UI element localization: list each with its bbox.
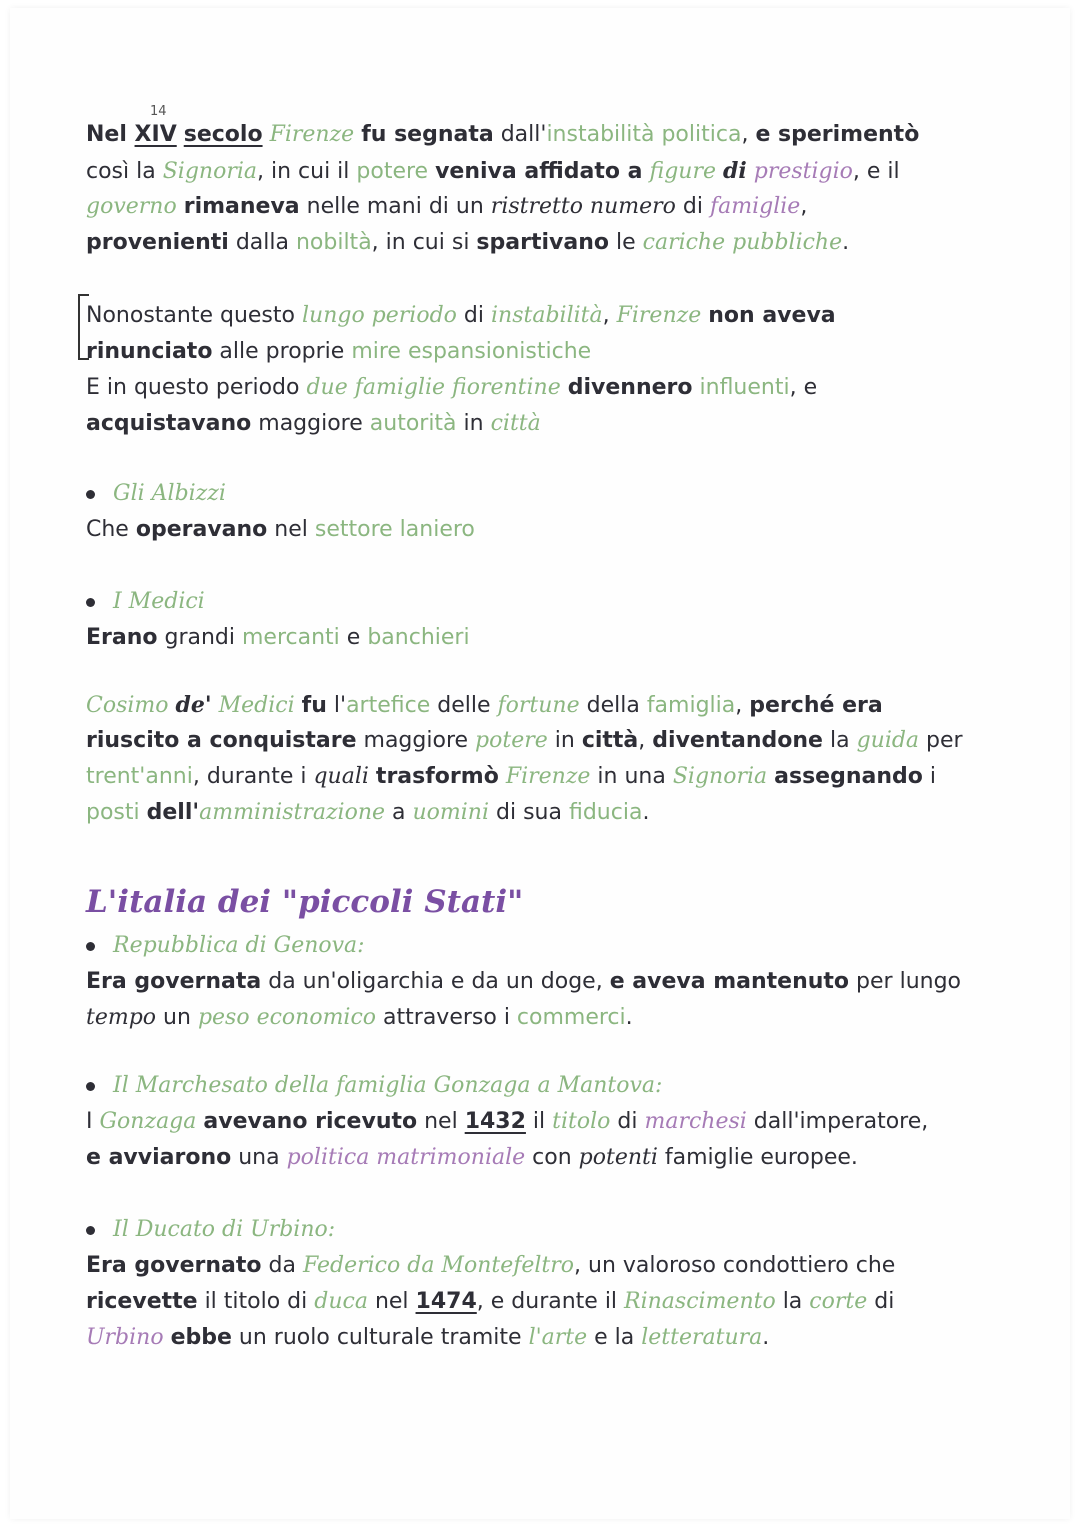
bullet-icon xyxy=(86,598,95,607)
text-run: in una xyxy=(590,764,673,789)
text-line xyxy=(86,334,986,370)
text-run: tempo xyxy=(86,1005,157,1030)
text-run: . xyxy=(625,1005,633,1030)
text-run: assegnando xyxy=(774,764,923,789)
text-run xyxy=(747,159,754,184)
state-desc xyxy=(86,964,986,1036)
text-run: acquistavano xyxy=(86,411,252,436)
text-run: Era governata xyxy=(86,969,262,994)
text-run: avevano ricevuto xyxy=(203,1109,418,1134)
text-run: banchieri xyxy=(367,625,470,650)
text-line xyxy=(86,964,986,1000)
text-run: con xyxy=(525,1145,579,1170)
text-line xyxy=(86,298,986,334)
text-run: 1474 xyxy=(415,1289,477,1314)
text-line xyxy=(86,620,986,656)
text-run: a xyxy=(385,800,413,825)
text-run: un ruolo culturale tramite xyxy=(231,1325,529,1350)
text-run: nel xyxy=(367,1289,416,1314)
text-line xyxy=(86,723,986,759)
text-run: famiglia xyxy=(646,693,736,718)
bullet-icon xyxy=(86,1082,95,1091)
text-line xyxy=(86,1104,986,1140)
text-run: così la xyxy=(86,159,163,184)
text-run: famiglie europee. xyxy=(657,1145,858,1170)
text-run: diventandone xyxy=(652,728,823,753)
text-run: Firenze xyxy=(616,303,702,328)
text-run xyxy=(263,122,270,147)
text-run: Che xyxy=(86,517,136,542)
text-line xyxy=(86,117,986,153)
text-run: , xyxy=(800,194,808,219)
text-run: Nel xyxy=(86,122,135,147)
text-line xyxy=(86,189,986,225)
text-run: Urbino xyxy=(86,1325,164,1350)
text-line xyxy=(86,225,986,261)
text-run: Era governato xyxy=(86,1253,262,1278)
state-title: Il Marchesato della famiglia Gonzaga a Mantova: xyxy=(113,1073,663,1098)
text-run: . xyxy=(642,800,650,825)
text-run: le xyxy=(608,230,643,255)
text-run: . xyxy=(762,1325,770,1350)
text-run: Firenze xyxy=(505,764,591,789)
text-run xyxy=(164,1325,171,1350)
state-title: Repubblica di Genova: xyxy=(113,933,365,958)
state-desc xyxy=(86,1248,986,1356)
text-run: della xyxy=(579,693,647,718)
text-run: mire espansionistiche xyxy=(351,339,592,364)
text-run: prestigio xyxy=(753,159,853,184)
text-run: figure xyxy=(649,159,716,184)
text-run: ristretto numero xyxy=(490,194,676,219)
bullet-icon xyxy=(86,490,95,499)
text-run xyxy=(177,122,184,147)
text-line xyxy=(86,153,986,189)
text-run: Gonzaga xyxy=(99,1109,197,1134)
text-run: commerci xyxy=(516,1005,626,1030)
text-run: peso economico xyxy=(197,1005,377,1030)
text-run: quali xyxy=(313,764,369,789)
text-run: instabilità xyxy=(491,303,603,328)
text-run: dalla xyxy=(228,230,296,255)
text-run: di xyxy=(722,158,747,184)
bullet-icon xyxy=(86,1226,95,1235)
text-run: per lungo xyxy=(849,969,962,994)
text-run: , xyxy=(638,728,653,753)
text-run: mercanti xyxy=(242,625,340,650)
state-desc xyxy=(86,1104,986,1176)
text-run xyxy=(499,764,506,789)
bullet-icon xyxy=(86,942,95,951)
text-run: dell' xyxy=(146,800,200,825)
text-run: fu segnata xyxy=(361,122,494,147)
text-run xyxy=(716,159,723,184)
text-line xyxy=(86,370,986,406)
text-run: durante i xyxy=(206,764,314,789)
family-desc xyxy=(86,512,986,548)
text-run xyxy=(212,693,219,718)
text-run: fortune xyxy=(497,693,580,718)
text-run: Cosimo xyxy=(86,693,169,718)
text-run: l' xyxy=(326,693,347,718)
text-run xyxy=(295,693,302,718)
text-run: dall' xyxy=(493,122,547,147)
text-run: non aveva xyxy=(708,303,836,328)
text-run: de' xyxy=(175,692,212,718)
text-run: riuscito a conquistare xyxy=(86,728,357,753)
margin-note: 14 xyxy=(150,104,167,119)
text-run: 1432 xyxy=(464,1109,526,1134)
text-run: un xyxy=(156,1005,198,1030)
text-run: attraverso i xyxy=(376,1005,517,1030)
text-run: nelle mani di un xyxy=(299,194,491,219)
text-run: potenti xyxy=(578,1145,658,1170)
text-run: , in cui si xyxy=(371,230,477,255)
text-run: potere xyxy=(356,159,429,184)
text-run: , un valoroso condottiero che xyxy=(574,1253,896,1278)
text-run: fu xyxy=(301,693,327,718)
text-run: amministrazione xyxy=(199,800,386,825)
text-run: la xyxy=(775,1289,810,1314)
text-run: settore laniero xyxy=(314,517,475,542)
text-run: famiglie xyxy=(710,194,801,219)
text-run xyxy=(169,693,176,718)
text-run: , xyxy=(192,764,207,789)
text-run: politica matrimoniale xyxy=(286,1145,526,1170)
text-run: cariche pubbliche xyxy=(642,230,843,255)
section-heading: L'italia dei "piccoli Stati" xyxy=(86,884,524,920)
text-run: , in cui il xyxy=(257,159,357,184)
text-run: trent'anni xyxy=(86,764,193,789)
text-line xyxy=(86,406,986,442)
text-run: autorità xyxy=(369,411,457,436)
cosimo-paragraph xyxy=(86,687,986,831)
text-line xyxy=(86,1000,986,1036)
text-run: posti xyxy=(86,800,140,825)
text-run: lungo periodo xyxy=(301,303,457,328)
text-run: divennero xyxy=(567,375,693,400)
text-run: e sperimentò xyxy=(755,122,920,147)
text-run: delle xyxy=(430,693,498,718)
text-run: nobiltà xyxy=(295,230,372,255)
text-run: in xyxy=(456,411,491,436)
text-run: città xyxy=(490,411,541,436)
text-run: di xyxy=(610,1109,645,1134)
text-run: di xyxy=(867,1289,895,1314)
text-run xyxy=(643,159,650,184)
text-run: duca xyxy=(314,1289,368,1314)
family-albizzi xyxy=(86,476,986,548)
text-run: maggiore xyxy=(251,411,370,436)
text-run: uomini xyxy=(412,800,490,825)
family-desc xyxy=(86,620,986,656)
text-run: XIV xyxy=(134,122,177,147)
text-run: . xyxy=(842,230,850,255)
text-run xyxy=(177,194,184,219)
text-run: grandi xyxy=(157,625,242,650)
text-run: per xyxy=(919,728,963,753)
text-run: il xyxy=(525,1109,553,1134)
family-medici xyxy=(86,584,986,656)
text-run: Erano xyxy=(86,625,158,650)
text-run: operavano xyxy=(135,517,268,542)
text-run: , e il xyxy=(852,159,900,184)
text-run: potere xyxy=(475,728,548,753)
text-run: alle proprie xyxy=(212,339,352,364)
text-run: da un'oligarchia e da un doge, xyxy=(261,969,610,994)
text-run: nel xyxy=(267,517,315,542)
text-run: , e xyxy=(789,375,818,400)
text-run: influenti xyxy=(699,375,790,400)
text-run: I xyxy=(86,1109,100,1134)
text-line xyxy=(86,1140,986,1176)
text-run: , e durante il xyxy=(476,1289,625,1314)
intro-paragraph xyxy=(86,117,986,261)
text-run: i xyxy=(922,764,936,789)
text-line xyxy=(86,795,986,831)
text-run: artefice xyxy=(346,693,431,718)
text-run: fiducia xyxy=(568,800,643,825)
text-run: provenienti xyxy=(86,230,229,255)
text-run xyxy=(369,764,376,789)
text-run: ricevette xyxy=(86,1289,198,1314)
text-run: di xyxy=(675,194,710,219)
text-run: e xyxy=(339,625,368,650)
text-run: da xyxy=(261,1253,303,1278)
text-run: Nonostante questo xyxy=(86,303,302,328)
text-run: due famiglie fiorentine xyxy=(306,375,561,400)
text-run: e avviarono xyxy=(86,1145,232,1170)
text-run: , xyxy=(741,122,756,147)
text-run: la xyxy=(822,728,857,753)
families-paragraph xyxy=(86,298,986,442)
text-run: veniva affidato a xyxy=(435,159,643,184)
text-run: spartivano xyxy=(476,230,609,255)
family-title: Gli Albizzi xyxy=(113,481,226,506)
text-run: e aveva mantenuto xyxy=(609,969,850,994)
text-run: guida xyxy=(856,728,920,753)
text-run: corte xyxy=(809,1289,868,1314)
text-line xyxy=(86,1320,986,1356)
text-run: una xyxy=(231,1145,287,1170)
text-run: maggiore xyxy=(356,728,476,753)
text-run: titolo xyxy=(552,1109,611,1134)
text-run: E in questo periodo xyxy=(86,375,307,400)
text-run: , xyxy=(735,693,750,718)
state-mantova xyxy=(86,1068,986,1176)
text-run xyxy=(140,800,147,825)
text-run: Signoria xyxy=(162,159,257,184)
text-run: di sua xyxy=(489,800,569,825)
state-urbino xyxy=(86,1212,986,1356)
text-run xyxy=(561,375,568,400)
text-run: Federico da Montefeltro xyxy=(302,1253,575,1278)
text-run: città xyxy=(581,728,639,753)
text-run: Firenze xyxy=(269,122,355,147)
text-line xyxy=(86,1248,986,1284)
text-run: e la xyxy=(587,1325,642,1350)
text-run: perché era xyxy=(749,693,883,718)
state-title: Il Ducato di Urbino: xyxy=(113,1217,336,1242)
text-run: Signoria xyxy=(672,764,768,789)
text-line xyxy=(86,512,986,548)
text-run: il titolo di xyxy=(197,1289,315,1314)
text-line xyxy=(86,1284,986,1320)
text-run: instabilità politica xyxy=(546,122,742,147)
text-run xyxy=(693,375,700,400)
text-line xyxy=(86,687,986,723)
text-run: rinunciato xyxy=(86,339,213,364)
text-run: trasformò xyxy=(375,764,499,789)
text-run: rimaneva xyxy=(183,194,300,219)
text-run: in xyxy=(547,728,582,753)
text-run: secolo xyxy=(183,122,263,147)
text-run: , xyxy=(602,303,617,328)
text-line xyxy=(86,759,986,795)
text-run: dall'imperatore, xyxy=(746,1109,929,1134)
text-run: ebbe xyxy=(170,1325,232,1350)
text-run: nel xyxy=(417,1109,465,1134)
text-run: governo xyxy=(86,194,177,219)
text-run: Medici xyxy=(218,693,295,718)
state-genova xyxy=(86,928,986,1036)
family-title: I Medici xyxy=(113,589,205,614)
text-run: marchesi xyxy=(644,1109,747,1134)
text-run: di xyxy=(456,303,491,328)
text-run: l'arte xyxy=(528,1325,588,1350)
text-run: Rinascimento xyxy=(624,1289,776,1314)
text-run: letteratura xyxy=(641,1325,763,1350)
